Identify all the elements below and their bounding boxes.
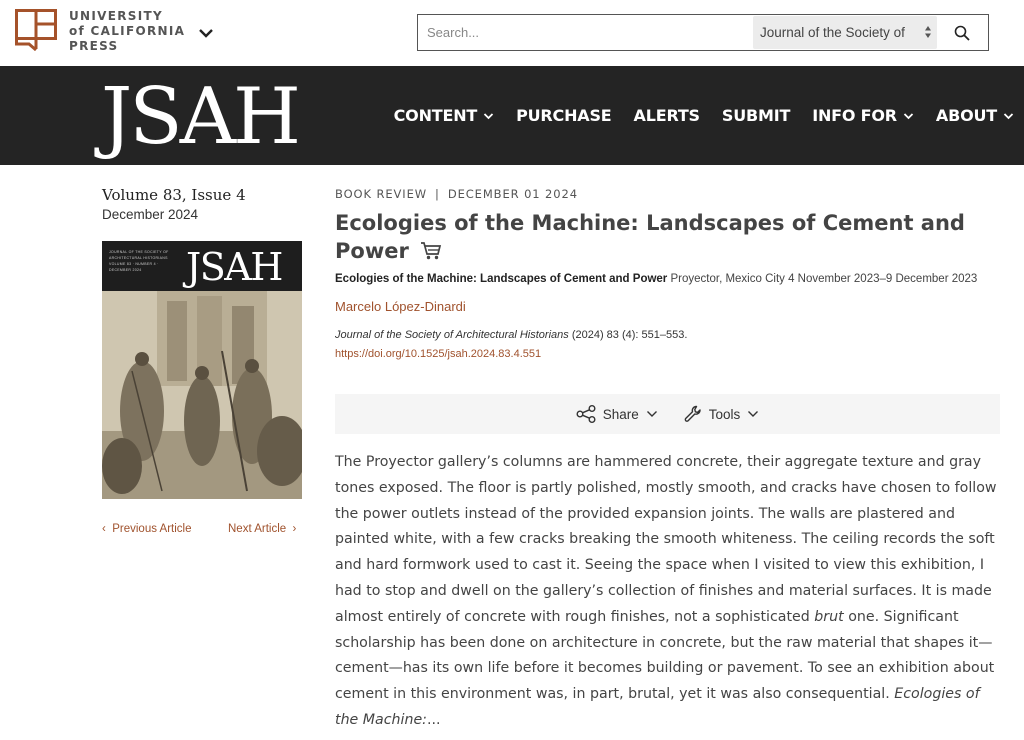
article-title xyxy=(335,209,1000,265)
nav-label: PURCHASE xyxy=(516,106,612,125)
article-body xyxy=(335,450,1000,734)
share-button[interactable] xyxy=(576,405,658,423)
meta-separator: | xyxy=(435,187,440,201)
citation-journal: Journal of the Society of Architectural Historians xyxy=(335,329,569,341)
reviewed-work-details: Proyector, Mexico City 4 November 2023–9 December 2023 xyxy=(667,273,978,285)
article-date: DECEMBER 01 2024 xyxy=(447,187,578,201)
nav-about[interactable] xyxy=(936,106,1014,125)
chevron-down-icon[interactable] xyxy=(198,27,214,39)
tools-button[interactable] xyxy=(684,405,760,423)
next-article-label: Next Article xyxy=(228,523,287,535)
cover-engraving xyxy=(102,291,302,499)
cover-header-text: JOURNAL OF THE SOCIETY OF ARCHITECTURAL HISTORIANS xyxy=(109,250,169,260)
cart-icon[interactable] xyxy=(420,241,442,260)
nav-label: CONTENT xyxy=(393,106,478,125)
issue-sidebar xyxy=(102,186,307,535)
citation-details: (2024) 83 (4): 551–553. xyxy=(568,329,688,341)
previous-article-label: Previous Article xyxy=(112,523,192,535)
issue-cover-image[interactable] xyxy=(102,241,302,499)
article-type: BOOK REVIEW xyxy=(335,187,428,201)
nav-label: ABOUT xyxy=(935,106,997,125)
journal-navbar xyxy=(0,66,1024,165)
chevron-left-icon: ‹ xyxy=(102,523,113,535)
tools-label: Tools xyxy=(708,406,741,422)
jsah-logo[interactable]: JSAH xyxy=(101,72,299,162)
nav-content[interactable] xyxy=(394,106,494,125)
nav-submit[interactable] xyxy=(722,106,790,125)
chevron-down-icon xyxy=(747,410,759,418)
cover-journal-name xyxy=(109,249,179,273)
nav-purchase[interactable] xyxy=(516,106,611,125)
select-arrows-icon xyxy=(924,25,932,39)
issue-date: December 2024 xyxy=(102,207,199,222)
chevron-right-icon: › xyxy=(286,523,297,535)
chevron-down-icon xyxy=(903,112,914,120)
article-citation xyxy=(335,326,1000,364)
article-meta xyxy=(335,187,1000,201)
chevron-down-icon xyxy=(483,112,494,120)
search-input[interactable] xyxy=(419,16,765,49)
search-scope-value: Journal of the Society of xyxy=(760,25,905,40)
article-title-text: Ecologies of the Machine: Landscapes of Cement and Power xyxy=(335,211,965,263)
cover-title: JSAH xyxy=(186,245,282,289)
search-icon xyxy=(954,25,970,41)
share-label: Share xyxy=(602,406,639,422)
article-author[interactable]: Marcelo López-Dinardi xyxy=(335,299,466,314)
body-italic-1: brut xyxy=(814,608,844,625)
issue-volume[interactable]: Volume 83, Issue 4 xyxy=(102,186,246,204)
previous-article-link[interactable] xyxy=(102,523,192,535)
chevron-down-icon xyxy=(646,410,658,418)
wrench-icon xyxy=(684,405,702,423)
doi-link[interactable]: https://doi.org/10.1525/jsah.2024.83.4.551 xyxy=(335,348,542,360)
nav-alerts[interactable] xyxy=(634,106,700,125)
reviewed-work xyxy=(335,271,1000,288)
cover-volume-line: VOLUME 83 · NUMBER 4 · DECEMBER 2024 xyxy=(109,262,159,272)
nav-label: ALERTS xyxy=(633,106,700,125)
article-toolbar xyxy=(335,394,1000,434)
publisher-line-2: of CALIFORNIA xyxy=(69,24,186,38)
publisher-line-1: UNIVERSITY xyxy=(69,9,163,23)
next-article-link[interactable] xyxy=(228,523,296,535)
publisher-line-3: PRESS xyxy=(69,39,119,53)
search-bar xyxy=(417,14,989,51)
body-ellipsis: ... xyxy=(426,711,441,728)
nav-info-for[interactable] xyxy=(812,106,914,125)
body-text-part-1: The Proyector gallery’s columns are hammered concrete, their aggregate texture and gray tones exposed. The floor is partly polished, mostly smooth, and cracks have chosen to follow the power outlets instead of the provided expansion joints. The walls are plastered and painted white, with a few cracks breaking the smooth whiteness. The ceiling records the soft and hard formwork used to cast it. Seeing the space when I visited to view this exhibition, I had to stop and dwell on the gallery’s collection of finishes and material surfaces. It is made almost entirely of concrete with rough finishes, not a sophisticated xyxy=(335,454,997,625)
main-nav xyxy=(372,106,1014,125)
search-scope-select[interactable] xyxy=(753,16,937,49)
top-bar xyxy=(0,0,1024,66)
chevron-down-icon xyxy=(1003,112,1014,120)
share-icon xyxy=(576,405,596,423)
publisher-name[interactable] xyxy=(69,9,185,54)
reviewed-work-title: Ecologies of the Machine: Landscapes of Cement and Power xyxy=(335,273,668,285)
search-button[interactable] xyxy=(937,16,987,49)
body-text-part-2: one. Significant scholarship has been done on architecture in concrete, but the raw material that shapes it—cement—has its own life before it becomes building or pavement. To see an exhibition about cement in this environment was, in part, brutal, yet it was also consequential. xyxy=(335,608,995,703)
nav-label: SUBMIT xyxy=(721,106,791,125)
ucp-logo-icon[interactable] xyxy=(15,9,57,51)
body-italic-2: Ecologies of the Machine: xyxy=(335,686,980,728)
cover-header xyxy=(102,241,302,291)
article-main xyxy=(335,187,1000,728)
nav-label: INFO FOR xyxy=(812,106,897,125)
